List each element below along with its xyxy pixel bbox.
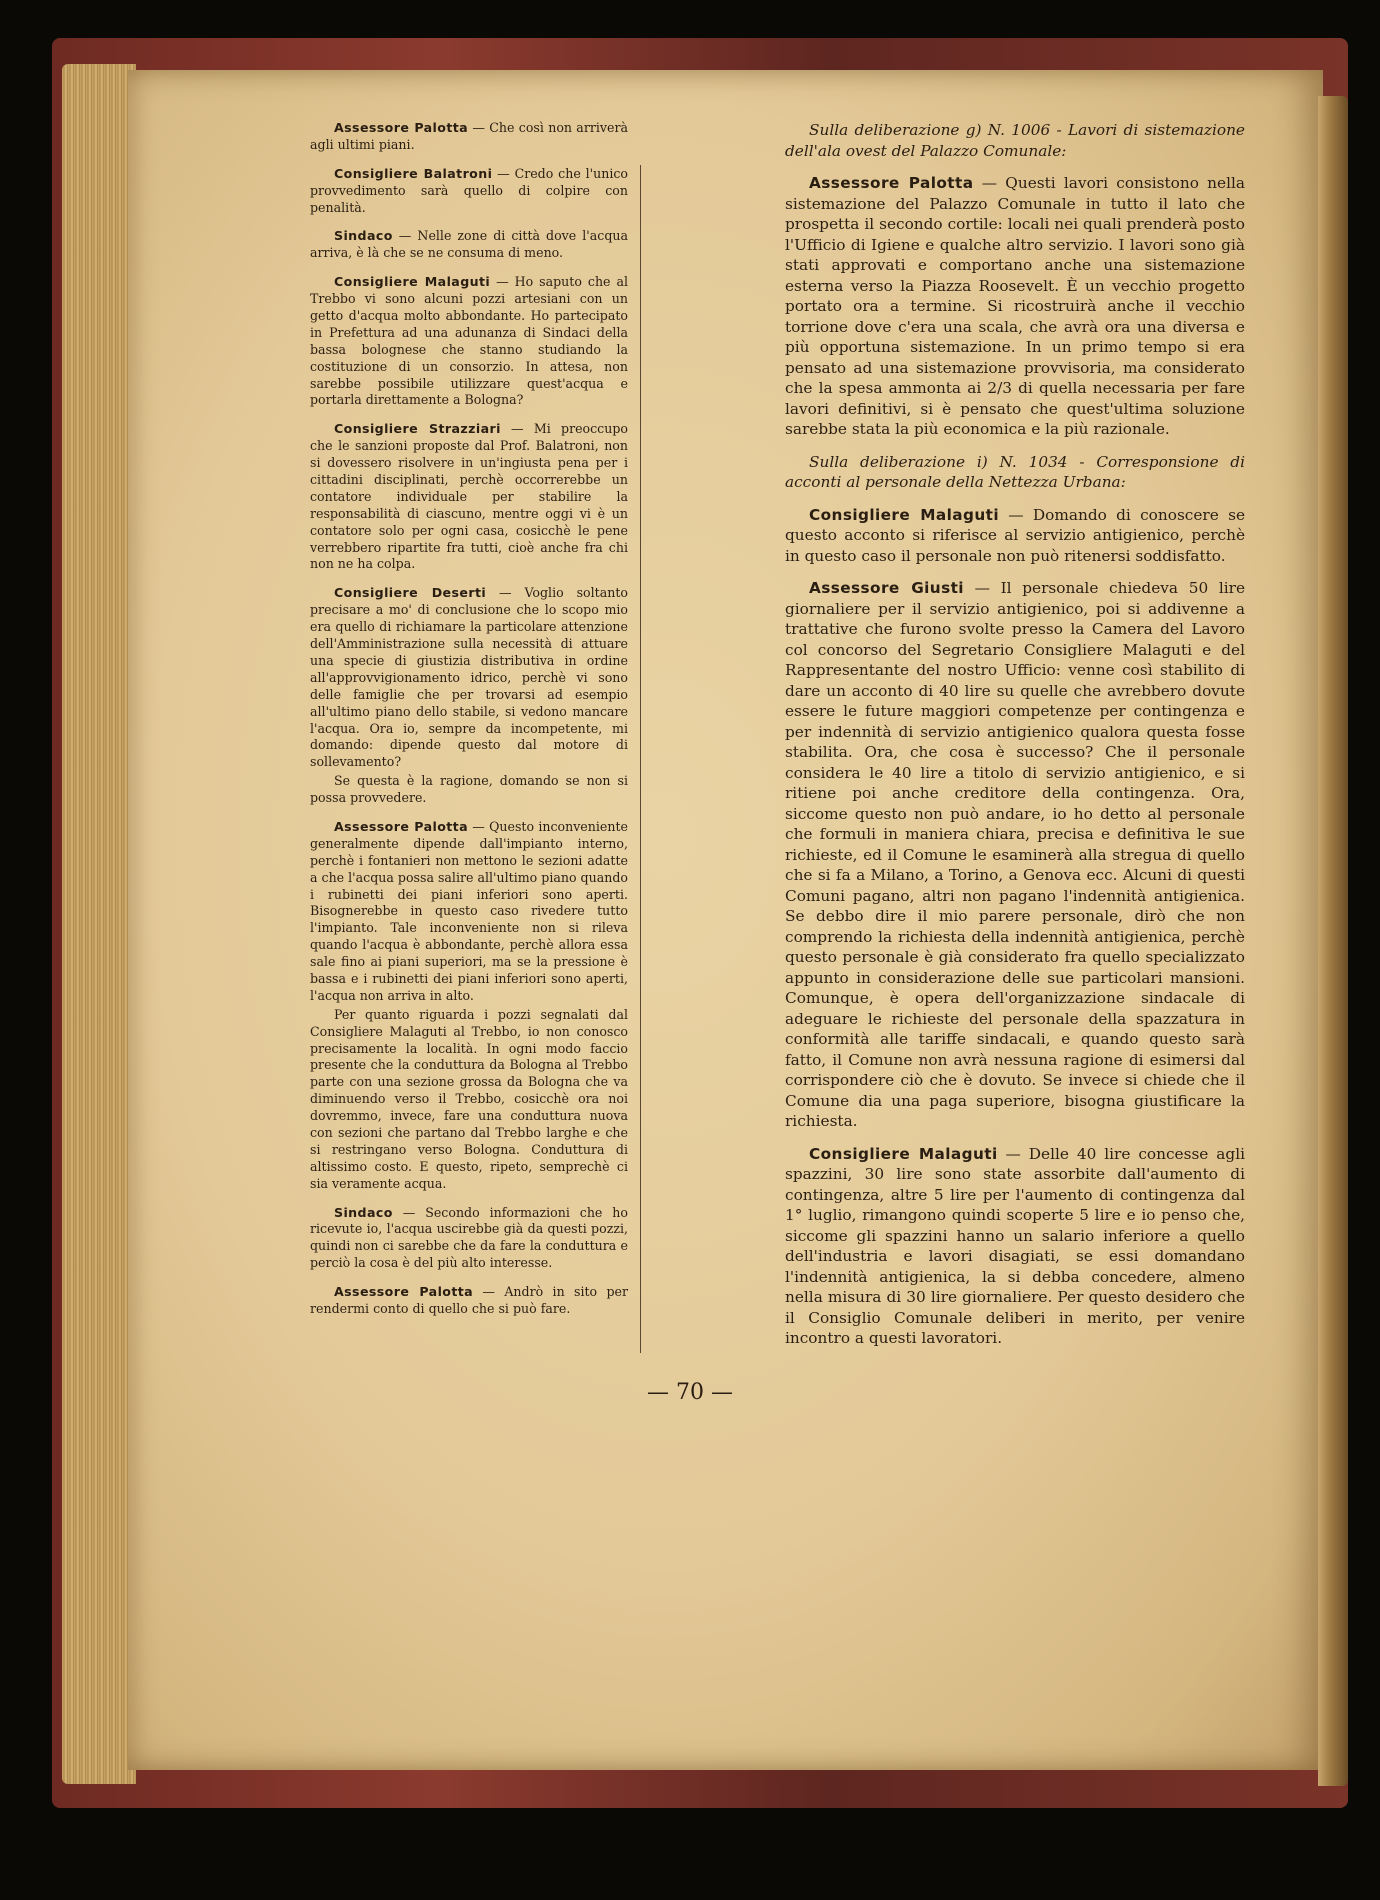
speech: — Nelle zone di città dove l'acqua arriva, è là che se ne consuma di meno. [310,228,628,261]
speaker: Assessore Palotta [809,174,974,192]
paragraph [310,1007,628,1193]
speaker: Consigliere Malaguti [334,274,491,290]
paragraph [310,166,628,217]
right-column [785,120,1245,1361]
paragraph [785,173,1245,440]
speech: — Che così non arriverà agli ultimi piani. [310,120,628,152]
paragraph [310,120,628,154]
speaker: Consigliere Malaguti [809,1144,998,1163]
left-column [310,120,628,1330]
speech: — Questo inconveniente generalmente dipende dall'impianto interno, perchè i fontanieri non mettono le sezioni adatte a che l'acqua possa salire all'ultimo piano quando i rubinetti dei piani inferiori sono aperti. Bisognerebbe in questo caso rivedere tutto l'impianto. Tale inconveniente non si rileva quando l'acqua è abbondante, perchè allora essa sale fino ai piani superiori, ma se la pressione è bassa e i rubinetti dei piani inferiori sono aperti, l'acqua non arriva in alto. [310,818,628,1003]
paragraph [310,274,628,409]
paragraph [310,819,628,1005]
speech: — Mi preoccupo che le sanzioni proposte dal Prof. Balatroni, non si dovessero risolvere in un'ingiusta pena per i cittadini disciplinati, perchè occorrerebbe un contatore individuale per stabilire la responsabilità di ciascuno, mentre oggi vi è un contatore solo per ogni casa, cosicchè le pene verrebbero ripartite fra tutti, cioè anche fra chi non ne ha colpa. [310,421,628,572]
speaker: Assessore Giusti [809,579,964,597]
speech: — Andrò in sito per rendermi conto di quello che si può fare. [310,1284,628,1316]
speech: — Ho saputo che al Trebbo vi sono alcuni pozzi artesiani con un getto d'acqua molto abbondante. Ho partecipato in Prefettura ad una adunanza di Sindaci della bassa bolognese che stanno studiando la costituzione di un consorzio. In attesa, non sarebbe possibile utilizzare quest'acqua e portarla direttamente a Bologna? [310,274,628,408]
section-heading: Sulla deliberazione g) N. 1006 - Lavori di sistemazione dell'ala ovest del Palazzo Comunale: [785,121,1245,160]
paragraph [310,585,628,771]
speaker: Assessore Palotta [334,818,468,834]
page-number: — 70 — [647,1380,733,1405]
speaker: Consigliere Malaguti [809,505,999,524]
paragraph [310,773,628,807]
page-edges [62,64,136,1784]
speaker: Assessore Palotta [334,1284,474,1300]
speech: Se questa è la ragione, domando se non si possa provvedere. [310,773,628,806]
column-divider [640,165,641,1353]
speech: — Domando di conoscere se questo acconto si riferisce al servizio antigienico, perchè in questo caso il personale non può ritenersi soddisfatto. [785,505,1245,565]
right-page-edge [1318,96,1348,1786]
paragraph [785,1144,1245,1349]
speaker: Consigliere Balatroni [334,165,493,181]
speech: — Secondo informazioni che ho ricevute io, l'acqua uscirebbe già da questi pozzi, quindi non ci sarebbe che da fare la conduttura e perciò la cosa è del più alto interesse. [310,1204,628,1271]
section-heading: Sulla deliberazione i) N. 1034 - Corresponsione di acconti al personale della Nettezza Urbana: [785,452,1245,491]
paragraph [310,228,628,262]
speech: Per quanto riguarda i pozzi segnalati dal Consigliere Malaguti al Trebbo, io non conosco precisamente la località. In ogni modo faccio presente che la conduttura da Bologna al Trebbo parte con una sezione grossa da Bologna che va diminuendo verso il Trebbo, cosicchè ora noi dovremmo, invece, fare una conduttura nuova con sezioni che partano dal Trebbo larghe e che si restringano verso Bologna. Conduttura di altissimo costo. E questo, ripeto, semprechè ci sia veramente acqua. [310,1006,628,1191]
paragraph [785,505,1245,567]
paragraph [785,578,1245,1132]
speech: — Delle 40 lire concesse agli spazzini, 30 lire sono state assorbite dall'aumento di contingenza, altre 5 lire per l'aumento di contingenza dal 1° luglio, rimangono quindi scoperte 5 lire e io penso che, siccome gli spazzini hanno un salario inferiore a quello dell'industria e lavori disagiati, se essi domandano l'indennità antigienica, la si debba concedere, almeno nella misura di 30 lire giornaliere. Per questo desidero che il Consiglio Comunale deliberi in merito, per venire incontro a questi lavoratori. [785,1144,1245,1347]
speaker: Consigliere Strazziari [334,421,501,437]
speech: — Voglio soltanto precisare a mo' di conclusione che lo scopo mio era quello di richiamare la particolare attenzione dell'Amministrazione sulla necessità di attuare una specie di giustizia distributiva in ordine all'approvvigionamento idrico, perchè vi sono delle famiglie che per trovarsi ad esempio all'ultimo piano dello stabile, si vedono mancare l'acqua. Ora io, sempre da incompetente, mi domando: dipende questo dal motore di sollevamento? [310,585,628,770]
speech: — Questi lavori consistono nella sistemazione del Palazzo Comunale in tutto il lato che prospetta il secondo cortile: locali nei quali prenderà posto l'Ufficio di Igiene e qualche altro servizio. I lavori sono già stati approvati e comportano anche una sistemazione esterna verso la Piazza Roosevelt. È un vecchio progetto portato ora a termine. Si ricostruirà anche il vecchio torrione dove c'era una scala, che avrà ora una diversa e più opportuna sistemazione. In un primo tempo si era pensato ad una sistemazione provvisoria, ma considerato che la spesa ammonta ai 2/3 di quella necessaria per fare lavori definitivi, si è pensato che quest'ultima soluzione sarebbe stata la più economica e la più razionale. [785,174,1245,438]
speech: — Credo che l'unico provvedimento sarà quello di colpire con penalità. [310,165,628,215]
speaker: Consigliere Deserti [334,585,487,601]
paragraph [310,421,628,573]
speech: — Il personale chiedeva 50 lire giornaliere per il servizio antigienico, poi si addivenne a trattative che furono svolte presso la Camera del Lavoro col concorso del Segretario Consigliere Malaguti e del Rappresentante del nostro Ufficio: venne così stabilito di dare un acconto di 40 lire su quelle che avrebbero dovute essere le future maggiori competenze per contingenza e per indennità di servizio antigienico qualora questa fosse stabilita. Ora, che cosa è successo? Che il personale considera le 40 lire a titolo di servizio antigienico, e si ritiene poi anche creditore della contingenza. Ora, siccome questo non può andare, io ho detto al personale che formuli in maniera chiara, precisa e definitiva le sue richieste, ed il Comune le esaminerà alla stregua di quello che si fa a Milano, a Torino, a Genova ecc. Alcuni di questi Comuni pagano, altri non pagano l'indennità antigienica. Se debbo dire il mio parere personale, dirò che non comprendo la richiesta della indennità antigienica, perchè questo personale è già considerato fra quello specializzato appunto in considerazione delle sue particolari mansioni. Comunque, è opera dell'organizzazione sindacale di adeguare le richieste del personale della spazzatura in conformità alle tariffe sindacali, e quando questo sarà fatto, il Comune non avrà nessuna ragione di esimersi dal corrispondere ciò che è dovuto. Se invece si chiede che il Comune dia una paga superiore, bisogna giustificare la richiesta. [785,579,1246,1130]
paragraph [310,1205,628,1273]
paragraph [310,1284,628,1318]
speaker: Assessore Palotta [334,120,469,135]
speaker: Sindaco [334,1204,393,1220]
speaker: Sindaco [334,228,393,244]
